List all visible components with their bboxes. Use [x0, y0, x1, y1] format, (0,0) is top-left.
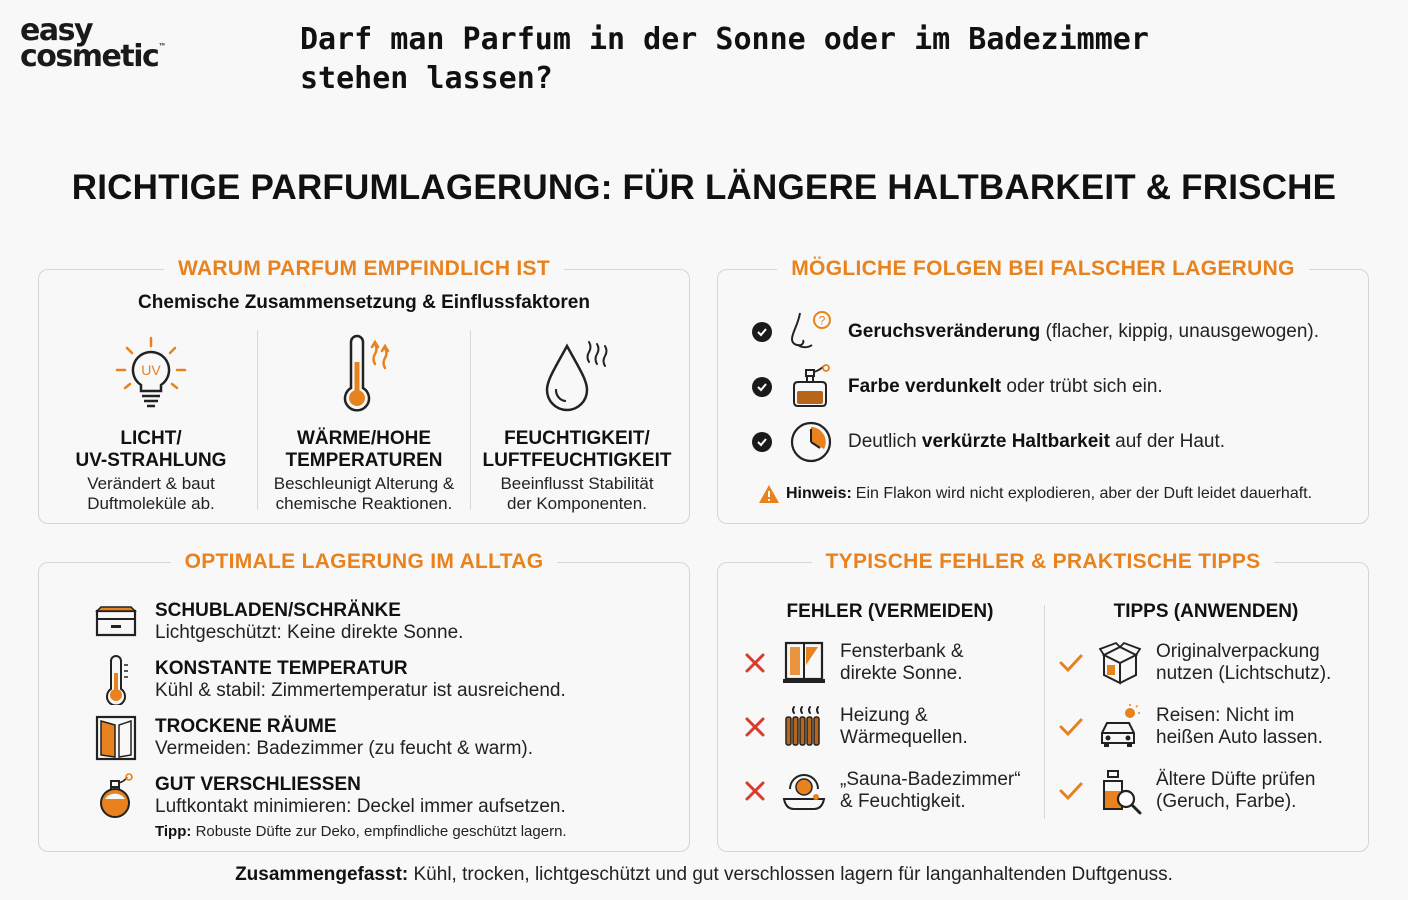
consequence-bold: Farbe verdunkelt: [848, 375, 1002, 397]
storage-desc: Lichtgeschützt: Keine direkte Sonne.: [155, 622, 464, 643]
drawer-icon: [91, 597, 141, 647]
factor-heat-desc: Beschleunigt Alterung & chemische Reaktionen.: [273, 474, 455, 513]
tip-label: Tipp:: [155, 823, 192, 840]
checkmark-icon: [1056, 716, 1086, 738]
panel-title-mistakes: TYPISCHE FEHLER & PRAKTISCHE TIPPS: [812, 550, 1275, 573]
hint-text: Ein Flakon wird nicht explodieren, aber der Duft leidet dauerhaft.: [855, 485, 1313, 502]
tips-column: [1056, 601, 1356, 823]
tip-item: [1056, 631, 1356, 695]
perfume-bottle-icon: [788, 364, 834, 410]
warning-icon: [758, 484, 780, 504]
factor-humidity: [470, 330, 683, 513]
clock-icon: [788, 419, 834, 465]
storage-title: TROCKENE RÄUME: [155, 716, 337, 737]
storage-title: GUT VERSCHLIESSEN: [155, 774, 361, 795]
consequence-pre: Deutlich: [848, 430, 922, 452]
consequences-panel: [717, 257, 1369, 524]
nose-question-icon: [788, 309, 834, 355]
panel-title-why: WARUM PARFUM EMPFINDLICH IST: [164, 257, 564, 280]
uv-bulb-icon: [111, 334, 191, 414]
tip-text: Robuste Düfte zur Deko, empfindliche geschützt lagern.: [195, 823, 567, 840]
factor-heat-title: WÄRME/HOHE TEMPERATUREN: [285, 428, 443, 471]
factor-humidity-title: FEUCHTIGKEIT/ LUFTFEUCHTIGKEIT: [482, 428, 672, 471]
factor-light: [45, 330, 257, 513]
tips-heading: TIPPS (ANWENDEN): [1113, 601, 1299, 622]
consequence-bold: verkürzte Haltbarkeit: [921, 430, 1110, 452]
mistakes-tips-panel: [717, 550, 1369, 852]
tip-item: [1056, 759, 1356, 823]
brand-line-1: easy: [20, 13, 93, 48]
why-subtitle: Chemische Zusammensetzung & Einflussfaktoren: [138, 292, 590, 313]
consequence-item: [752, 304, 1348, 359]
factor-light-title: LICHT/ UV-STRAHLUNG: [75, 428, 227, 471]
consequence-text: auf der Haut.: [1109, 430, 1226, 452]
window-icon: [780, 639, 828, 687]
summary-text: Kühl, trocken, lichtgeschützt und gut verschlossen lagern für langanhaltenden Duftgenuss.: [408, 864, 1173, 885]
perfume-bottle-icon: [91, 771, 141, 821]
brand-line-2: [20, 38, 167, 74]
hint-label: Hinweis:: [786, 485, 852, 502]
check-icon: [752, 377, 772, 397]
optimal-storage-panel: [38, 550, 690, 852]
consequence-text: oder trübt sich ein.: [1001, 375, 1163, 397]
radiator-icon: [780, 703, 828, 751]
tip-text: Originalverpackung nutzen (Lichtschutz).: [1156, 641, 1332, 684]
checkmark-icon: [1056, 652, 1086, 674]
factor-list: [45, 330, 683, 513]
water-drop-icon: [537, 334, 617, 414]
factor-light-desc: Verändert & baut Duftmoleküle ab.: [87, 474, 215, 513]
panel-title-consequences: MÖGLICHE FOLGEN BEI FALSCHER LAGERUNG: [777, 257, 1308, 280]
storage-item: [91, 651, 669, 709]
why-sensitive-panel: [38, 257, 690, 524]
thermometer-icon: [91, 655, 141, 705]
consequence-item: [752, 414, 1348, 469]
column-divider: [1044, 605, 1045, 819]
factor-humidity-desc: Beeinflusst Stabilität der Komponenten.: [500, 474, 654, 513]
storage-desc: Kühl & stabil: Zimmertemperatur ist ausreichend.: [155, 680, 566, 701]
error-item: [740, 631, 1040, 695]
consequence-item: [752, 359, 1348, 414]
box-icon: [1096, 639, 1144, 687]
summary-label: Zusammengefasst:: [235, 864, 409, 885]
storage-item: [91, 767, 669, 825]
error-item: [740, 695, 1040, 759]
car-sun-icon: [1096, 703, 1144, 751]
page-title: Darf man Parfum in der Sonne oder im Badezimmer stehen lassen?: [300, 22, 1149, 96]
tip-text: Reisen: Nicht im heißen Auto lassen.: [1156, 705, 1323, 748]
sauna-bath-icon: [780, 767, 828, 815]
error-text: „Sauna-Badezimmer“ & Feuchtigkeit.: [840, 769, 1021, 812]
factor-heat: [257, 330, 470, 513]
storage-desc: Vermeiden: Badezimmer (zu feucht & warm).: [155, 738, 534, 759]
error-text: Fensterbank & direkte Sonne.: [840, 641, 964, 684]
storage-list: [91, 593, 669, 825]
summary: [0, 864, 1408, 886]
trademark: ™: [158, 41, 167, 51]
tip-item: [1056, 695, 1356, 759]
storage-item: [91, 593, 669, 651]
errors-heading: FEHLER (VERMEIDEN): [786, 601, 994, 622]
bottle-magnifier-icon: [1096, 767, 1144, 815]
consequence-bold: Geruchsveränderung: [848, 320, 1041, 342]
door-icon: [91, 713, 141, 763]
consequence-list: [752, 304, 1348, 469]
storage-title: SCHUBLADEN/SCHRÄNKE: [155, 600, 401, 621]
panel-title-storage: OPTIMALE LAGERUNG IM ALLTAG: [171, 550, 558, 573]
uv-label: UV: [141, 362, 161, 378]
cross-icon: [740, 652, 770, 674]
check-icon: [752, 432, 772, 452]
storage-desc: Luftkontakt minimieren: Deckel immer aufsetzen.: [155, 796, 566, 817]
cross-icon: [740, 780, 770, 802]
error-item: [740, 759, 1040, 823]
tip-text: Ältere Düfte prüfen (Geruch, Farbe).: [1156, 769, 1316, 812]
check-icon: [752, 322, 772, 342]
svg-text:?: ?: [818, 313, 826, 327]
error-text: Heizung & Wärmequellen.: [840, 705, 968, 748]
brand-word: cosmetic: [20, 38, 159, 74]
storage-item: [91, 709, 669, 767]
storage-title: KONSTANTE TEMPERATUR: [155, 658, 408, 679]
storage-tip: [155, 823, 567, 840]
errors-column: [740, 601, 1040, 823]
infographic-heading: RICHTIGE PARFUMLAGERUNG: FÜR LÄNGERE HALTBARKEIT & FRISCHE: [71, 168, 1337, 207]
brand-logo: [20, 13, 167, 74]
thermometer-icon: [329, 334, 399, 414]
checkmark-icon: [1056, 780, 1086, 802]
cross-icon: [740, 716, 770, 738]
hint-note: [758, 484, 1312, 504]
consequence-text: (flacher, kippig, unausgewogen).: [1040, 320, 1320, 342]
